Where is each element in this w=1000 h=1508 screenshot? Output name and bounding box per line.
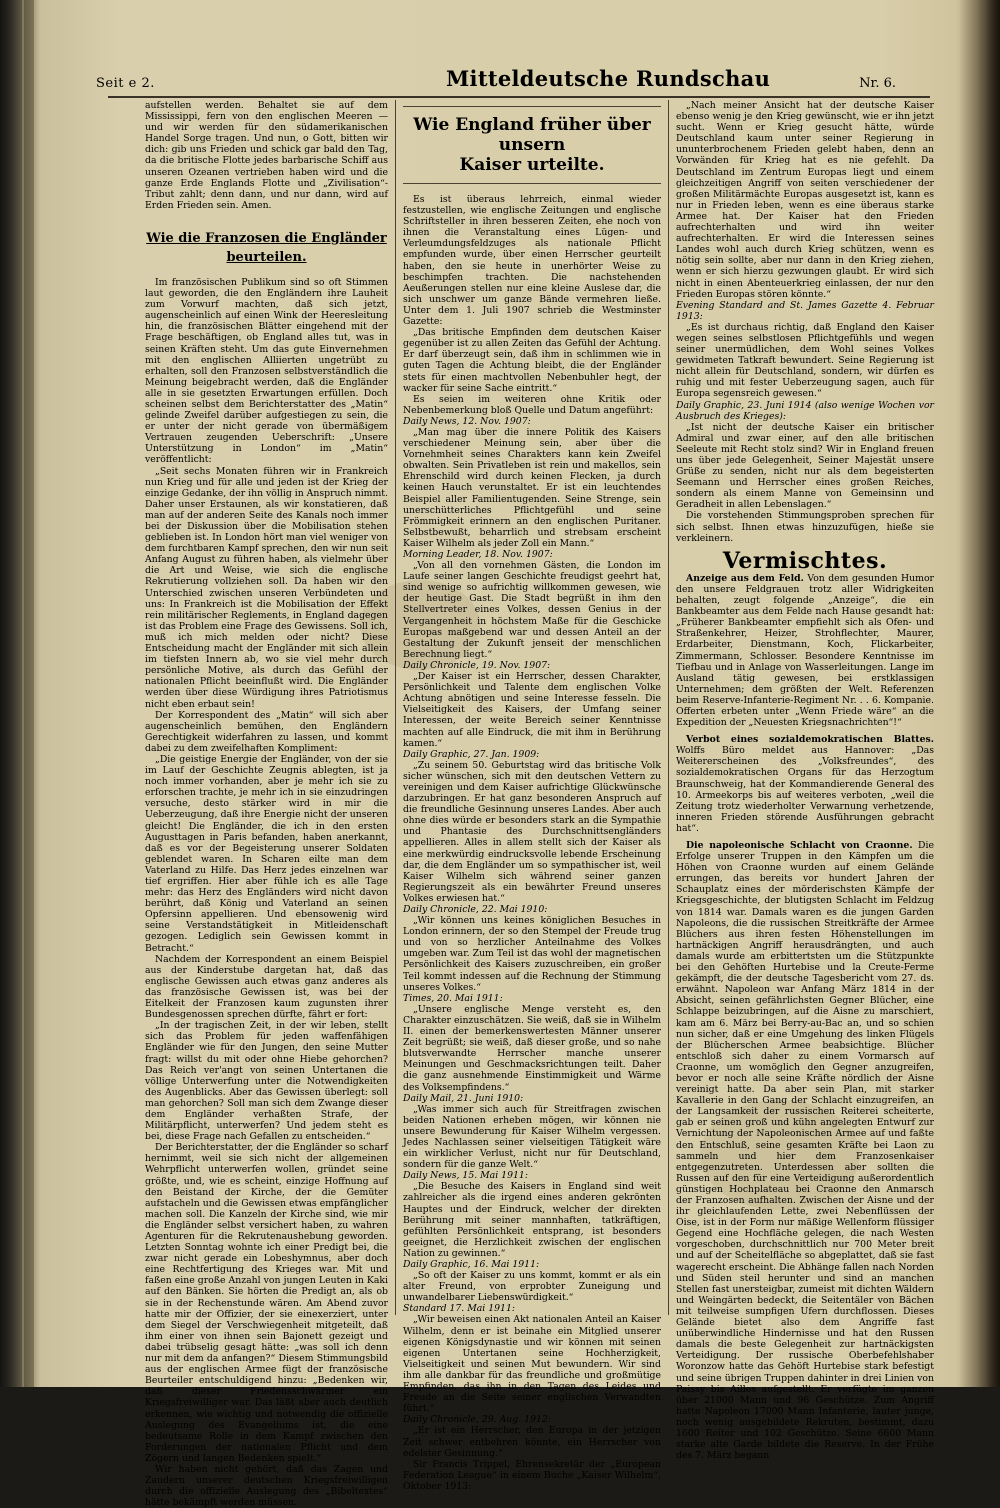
newspaper-title: Mitteldeutsche Rundschau [446,66,771,91]
article-body [145,277,388,1508]
paragraph: Evening Standard and St. James Gazette 4. Februar 1913: [676,299,934,322]
paragraph: „In der tragischen Zeit, in der wir leben, stellt sich das Problem für jeden waffenfähigen Engländer wie für den Jungen, den seine Mutter fragt: willst du mit oder ohne Hiebe gehorchen? Das Reich ver'angt von seinen Untertanen die völlige Unterwerfung unter die Notwendigkeiten des Augenblicks. Aber das Gewissen überlegt: soll man gehorchen? Soll man sich dem Zwange dieser dem Engländer verhaßten Strafe, der Militärpflicht, unterwerfen? Und jedem steht es bei, diese Frage nach Gefallen zu entscheiden.“ [145,1020,388,1143]
paragraph: Die vorstehenden Stimmungsproben sprechen für sich selbst. Ihnen etwas hinzuzufügen, hieße sie verkleinern. [676,510,934,544]
binding-edge [22,0,24,1387]
column-divider [395,100,396,1315]
paragraph: Daily Chronicle, 29. Aug. 1912: [403,1414,551,1426]
col1-intro: aufstellen werden. Behaltet sie auf dem Mississippi, fern von den englischen Meeren — und wir werden für den südamerikanischen Handel Sorge tragen. Und nun, o Gott, bitten wir dich: gib uns Frieden und schick gar bald den Tag, da die britische Flotte jedes barbarische Schiff aus unseren Ozeanen vertrieben haben wird und die ganze Erde Englands Flotte und „Zivilisation“-Tribut zahlt; denn dann, und nur dann, wird auf Erden Frieden sein. Amen. [145,100,388,211]
paragraph: „Was immer sich auch für Streitfragen zwischen beiden Nationen erheben mögen, wir können nie unsere Bewunderung für Kaiser Wilhelm vergessen. Jedes Nachlassen seiner vielseitigen Tätigkeit wäre ein wirklicher Verlust, nicht nur für Deutschland, sondern für die ganze Welt.“ [403,1103,661,1171]
news-item-text: Von dem gesunden Humor den unsere Feldgrauen trotz aller Widrigkeiten behalten, zeugt folgende „Anzeige“, die ein Bankbeamter aus dem Felde nach Hause gesandt hat: „Früherer Bankbeamter empfiehlt sich als Ofen- und Straßenkehrer, Heizer, Strohflechter, Maurer, Erdarbeiter, Dienstmann, Koch, Flickarbeiter, Zimmermann, Schlosser. Besondere Kenntnisse im Tiefbau und in Anlage von Wasserleitungen. Lange im Ausland tätig gewesen, bei erstklassigen Unternehmen; dem größten der Welt. Referenzen beim Reserve-Infanterie-Regiment Nr. . . 6. Kompanie. Offerten erbeten unter „Wenn Friede wäre“ an die Expedition der „Neuesten Kriegsnachrichten“!“ [676,572,934,729]
paragraph: „Man mag über die innere Politik des Kaisers verschiedener Meinung sein, aber über die Vornehmheit seines Charakters kann kein Zweifel obwalten. Sein Privatleben ist rein und makellos, sein Ehrenschild wird durch keinen Flecken, ja durch keinen Hauch verunstaltet. Er ist ein leuchtendes Beispiel aller Familientugenden. Seine Strenge, sein unerschütterliches Pflichtgefühl und seine Frömmigkeit erinnern an den englischen Puritaner. Selbstbewußt, beharrlich und strebsam erscheint Kaiser Wilhelm als jeder Zoll ein Mann.“ [403,426,661,549]
paragraph: „Er ist ein Herrscher, den Europa in der jetzigen Zeit schwer entbehren könnte, ein Herrscher von edelster Gesinnung.“ [403,1425,661,1459]
news-item [676,734,934,834]
news-items [676,573,934,1461]
paragraph: Wir haben nicht gehört, daß das Zagen und Zaudern unserer deutschen Kriegsfreiwilligen durch die offizielle Auslegung des „Bibeltextes“ hätte bekämpft werden müssen. [145,1463,388,1508]
article-heading-england [403,106,661,184]
news-item-title: Verbot eines sozialdemokratischen Blattes. [686,734,934,746]
issue-number: Nr. 6. [859,76,896,91]
header-rule [108,96,930,98]
paragraph: „Die geistige Energie der Engländer, von der sie im Lauf der Geschichte Zeugnis ablegten, ist ja noch immer vorhanden, aber je mehr ich sie zu erforschen trachte, je mehr ich in sie einzudringen versuche, desto stärker wird in mir die Ueberzeugung, daß ihre Energie nicht der unseren gleicht! Die Engländer, die ich in den ersten Augusttagen in Paris befanden, haben anerkannt, daß es vor der Begeisterung unserer Soldaten geblendet waren. In Scharen eilte man dem Vaterland zu Hilfe. Das Herz jedes einzelnen war tief ergriffen. Hier aber fühle ich es alle Tage mehr: das Herz des Engländers wird nicht davon berührt, daß König und Vaterland an seinen Opfersinn appellieren. Und ebensowenig wird seine Verstandstätigkeit in Mitleidenschaft gezogen. Lediglich sein Gewissen kommt in Betracht.“ [145,753,388,954]
page-fold-shadow [956,0,1000,1387]
paragraph: „Es ist durchaus richtig, daß England den Kaiser wegen seines selbstlosen Pflichtgefühls und wegen seiner unermüdlichen, dem Wohl seines Volkes gewidmeten Tatkraft bewundert. Seine Regierung ist nicht allein für Deutschland, sondern, wir dürfen es ruhig und mit fester Ueberzeugung sagen, auch für Europa segensreich gewesen.“ [676,321,934,400]
heading-line: beurteilen. [226,249,307,265]
paragraph: „Ist nicht der deutsche Kaiser ein britischer Admiral und zwar einer, auf den alle britischen Seeleute mit Recht stolz sind? Wir in England freuen uns über jede Gelegenheit, Seiner Majestät unsere Grüße zu senden, nicht nur als dem begeisterten Seemann und Herrscher eines großen Reiches, sondern als einem Manne von Gemeinsinn und Geradheit in allen Lebenslagen.“ [676,421,934,511]
section-heading-vermischtes: Vermischtes. [722,547,888,574]
paragraph: Nachdem der Korrespondent an einem Beispiel aus der Kinderstube dargetan hat, daß das englische Gewissen auch etwas ganz anderes als das französische Gewissen ist, was bei der Eitelkeit der Franzosen kaum zugunsten ihrer Bundesgenossen sprechen dürfte, fährt er fort: [145,953,388,1021]
article-body [403,194,661,1492]
paragraph: Daily Chronicle, 19. Nov. 1907: [403,659,551,671]
column-divider [668,100,669,1315]
paragraph: „So oft der Kaiser zu uns kommt, kommt er als ein alter Freund, von erprobter Zuneigung und unwandelbarer Liebenswürdigkeit.“ [403,1270,661,1304]
paragraph: Morning Leader, 18. Nov. 1907: [403,549,553,560]
paragraph: Daily News, 15. Mai 1911: [403,1170,528,1182]
paragraph: Daily Graphic, 27. Jan. 1909: [403,748,540,760]
news-item-text: Wolffs Büro meldet aus Hannover: „Das Weitererscheinen des „Volksfreundes“, des sozialdemokratischen Organs für das Herzogtum Braunschweig, hat der Kommandierende General des 10. Armeekorps bis auf weiteres verboten, „weil die Zeitung trotz wiederholter Verwarnung verhetzende, inneren Frieden störende Ausführungen gebracht hat“. [676,745,934,834]
news-item-title: Anzeige aus dem Feld. [686,572,804,584]
paragraph: „Wir beweisen einen Akt nationalen Anteil an Kaiser Wilhelm, denn er ist beinahe ein Mitglied unserer eigenen Königsdynastie und wir können mit seinen eigenen Untertanen seine Hochherzigkeit, Vielseitigkeit und seinen Mut bewundern. Wir sind ihm alle dankbar für das freundliche und großmütige Empfinden, das ihn in den Tagen des Leides und Freude an die Seite seiner englischen Verwandten führt.“ [403,1314,661,1415]
paragraph: „Der Kaiser ist ein Herrscher, dessen Charakter, Persönlichkeit und Talente dem englischen Volke Achtung abnötigen und seine Interesse fesseln. Die Vielseitigkeit des Kaisers, der Umfang seiner Interessen, der weite Bereich seiner Kenntnisse machten auf alle Eindruck, die mit ihm in Berührung kamen.“ [403,671,661,749]
heading-line: Kaiser urteilte. [459,155,605,175]
column-2 [403,100,661,1492]
paragraph: „Das britische Empfinden dem deutschen Kaiser gegenüber ist zu allen Zeiten das Gefühl der Achtung. Er darf überzeugt sein, daß ihm in schlimmen wie in guten Tagen die Achtung bleibt, die der Engländer stets für einen machtvollen Nebenbuhler hegt, der wacker für seine Sache eintritt.“ [403,327,661,394]
paragraph: Daily Graphic, 16. Mai 1911: [403,1259,540,1270]
book-binding [0,0,34,1387]
paragraph: Daily Graphic, 23. Juni 1914 (also wenige Wochen vor Ausbruch des Krieges): [676,399,934,422]
news-item-title: Die napoleonische Schlacht von Craonne. [686,840,913,851]
column-3 [676,100,934,1462]
paragraph: Times, 20. Mai 1911: [403,992,503,1004]
page-number-left: Seit e 2. [96,76,155,91]
paragraph: „Unsere englische Menge versteht es, den Charakter einzuschätzen. Sie weiß, daß sie in Wilhelm II. einen der bemerkenswertesten Männer unserer Zeit begrüßt; sie weiß, daß dieser große, und so nahe blutsverwandte Herrscher manche unserer Meinungen und Geschmacksrichtungen teilt. Daher die ganz ausnehmende Einstimmigkeit und Wärme des Volksempfindens.“ [403,1003,661,1093]
paragraph: „Wir können uns keines königlichen Besuches in London erinnern, der so den Stempel der Freude trug und von so herzlicher Anteilnahme des Volkes umgeben war. Zum Teil ist das wohl der magnetischen Persönlichkeit des Kaisers zuzuschreiben, ein großer Teil kommt indessen auf die Rechnung der Stimmung unseres Volkes.“ [403,915,661,993]
paragraph: Sir Francis Trippel, Ehrensekretär der „European Federation League“ in einem Buche „Kaiser Wilhelm“, Oktober 1913: [403,1458,661,1492]
paragraph: Der Berichterstatter, der die Engländer so scharf hernimmt, weil sie sich nicht der allgemeinen Wehrpflicht unterwerfen wollen, gründet seine größte, und, wie es scheint, einzige Hoffnung auf den Beistand der Kirche, der die Gemüter aufstacheln und die Gewissen etwas empfänglicher machen soll. Die Kanzeln der Kirche sind, wie mir die Engländer selbst versichert haben, zu wahren Agenturen für die Rekrutenaushebung geworden. Letzten Sonntag wohnte ich einer Predigt bei, die zwar nicht gerade ein Lobeshymnus, aber doch eine Rechtfertigung des Krieges war. Mit und faßen eine große Anzahl von jungen Leuten in Kaki auf den Bänken. Sie hörten die Predigt an, als ob sie in der Rechenstunde wären. Am Abend zuvor hatte mir der Offizier, der sie einexerziert, unter dem Siegel der Verschwiegenheit mitgeteilt, daß ihm einer von ihnen sein Bajonett gezeigt und dabei trübselig gesagt hätte: „was soll ich denn nur mit dem da anfangen?“ Diesem Stimmungsbild aus der englischen Armee fügt der französische Beurteiler entschuldigend hinzu: „Bedenken wir, daß dieser Friedensschwärmer ein Kriegsfreiwilliger war. Das läßt aber auch deutlich erkennen, wie wichtig und notwendig die offizielle Auslegung des Evangeliums ist, die eine bedeutsame Rolle in dem Kampf zwischen den Forderungen der nationalen Pflicht und dem Zögern und langen Bedenken spielt.“ [145,1142,388,1464]
heading-line: Wie die Franzosen die Engländer [146,230,387,246]
paragraph: Der Korrespondent des „Matin“ will sich aber augenscheinlich bemühen, den Engländern Gerechtigkeit widerfahren zu lassen, und kommt dabei zu dem zweifelhaften Kompliment: [145,709,388,754]
paragraph: Standard 17. Mai 1911: [403,1303,516,1315]
article-heading-franzosen [145,229,388,267]
news-item-text: Die Erfolge unserer Truppen in den Kämpfen um die Höhen von Craonne wurden auf einem Gelände errungen, das bereits vor hundert Jahren der Schauplatz eines der mörderischsten Kämpfe der Kriegsgeschichte, der blutigsten Schlacht im Feldzug von 1814 war. Damals waren es die jungen Garden Napoleons, die die russischen Streitkräfte der Armee Blüchers aus ihren festen Höhenstellungen im hartnäckigen Angriff herausdrängten, und auch damals wurde am erbittertsten um die Stützpunkte bei den Gehöften Hurtebise und la Creute-Ferme gekämpft, die der deutsche Tagesbericht vom 27. ds. erwähnt. Napoleon war Anfang März 1814 in der Absicht, seinen gefährlichsten Gegner Blücher, eine Schlappe beizubringen, auf die Aisne zu marschiert, kam am 6. März bei Berry-au-Bac an, und so schien nun sicher, daß er eine Umgehung des linken Flügels der Blücherschen Armee beabsichtige. Blücher entschloß sich daher zu einem Vormarsch auf Craonne, um womöglich den Gegner anzugreifen, bevor er noch alle seine Kräfte nördlich der Aisne vereinigt hatte. Da aber sein Plan, mit starker Kavallerie in den Gang der Schlacht einzugreifen, an der Langsamkeit der russischen Reiterei scheiterte, gab er seinen groß und kühn angelegten Entwurf zur Vernichtung der Napoleonischen Armee auf und faßte den Entschluß, seine gesamten Kräfte bei Laon zu sammeln und hier dem Franzosenkaiser entgegenzutreten. Unterdessen aber sollten die Russen auf den für eine Verteidigung außerordentlich günstigen Hochplateau bei Craonne den Anmarsch der Franzosen aufhalten. Zwischen der Aisne und der ihr gleichlaufenden Lette, zwei Nebenflüssen der Oise, ist in der Form nur mäßige Wellenform flüssiger Gegend eine Hochfläche gelegen, die nach Westen vorgeschoben, durchschnittlich nur 700 Meter breit und auf der Scheitelfläche so abgeplattet, daß sie fast wagerecht erscheint. Die Abhänge fallen nach Norden und Süden steil herunter und sind an manchen Stellen fast unersteigbar, zumeist mit dichten Wäldern und Weingärten bedeckt, die Seitentäler von Bächen mit teilweise sumpfigen Ufern durchflossen. Dieses Gelände bietet also dem Angriffe fast unüberwindliche Hindernisse und hat den Russen damals die beste Gelegenheit zur hartnäckigsten Verteidigung. Der russische Oberbefehlshaber Woronzow hatte das Gehöft Hurtebise stark befestigt und seine übrigen Truppen dahinter in drei Linien von Paissy bis Ailles aufgestellt. Er verfügte im ganzen über 21000 Mann und 96 Geschütze. Zum Angriff hatte Napoleon 17000 Mann Infanterie, lauter junge, noch wenig ausgebildete Rekruten, bestimmt, dazu 1600 Reiter und 102 Geschütze. Seine 6600 Mann starke alte Garde bildete die Reserve. In der Frühe des 7. März begann [676,840,934,1462]
news-item [676,573,934,728]
column-1 [145,100,388,1508]
paragraph: „Seit sechs Monaten führen wir in Frankreich nun Krieg und für alle und jeden ist der Krieg der einzige Gedanke, der ihn völlig in Anspruch nimmt. Daher unser Erstaunen, als wir konstatieren, daß man auf der anderen Seite des Kanals noch immer bei der Diskussion über die Mobilisation stehen geblieben ist. In London hört man viel weniger von dem furchtbaren Kampf sprechen, den wir nun seit Anfang August zu führen haben, als vielmehr über die Art und Weise, wie sich die englische Rekrutierung vollziehen soll. Da haben wir den Unterschied zwischen unseren Verbündeten und uns: In Frankreich ist die Mobilisation der Effekt rein militärischer Reglements, in England dagegen ist das Problem eine Frage des Gewissens. Soll ich, muß ich mich melden oder nicht? Diese Entscheidung macht der Engländer mit sich allein im tiefsten Innern ab, wo sie viel mehr durch persönliche Motive, als durch das Gefühl der nationalen Pflicht beeinflußt wird. Die Engländer werden über diese Würdigung ihres Patriotismus nicht eben erbaut sein! [145,465,388,710]
paragraph: Es ist überaus lehrreich, einmal wieder festzustellen, wie englische Zeitungen und englische Schriftsteller in ihren besseren Zeiten, ehe noch von ihnen die Veranstaltung eines Lügen- und Verleumdungsfeldzuges als nationale Pflicht empfunden wurde, über einen Herrscher geurteilt haben, den sie heute in unerhörter Weise zu beschimpfen trachten. Die nachstehenden Aeußerungen stellen nur eine kleine Auslese dar, die sich unschwer um ganze Bände vermehren ließe. Unter dem 1. Juli 1907 schrieb die Westminster Gazette: [403,194,661,328]
paragraph: „Von all den vornehmen Gästen, die London im Laufe seiner langen Geschichte freudigst geehrt hat, sind wenige so aufrichtig willkommen gewesen, wie der heutige Gast. Die Stadt begrüßt in ihm den Stellvertreter eines Volkes, dessen Genius in der Vergangenheit in höchstem Maße für die Geschicke Europas maßgebend war und dessen Anteil an der Gestaltung der Zukunft jenseit der menschlichen Berechnung liegt.“ [403,560,661,660]
paragraph: Daily News, 12. Nov. 1907: [403,415,531,427]
article-continuation [676,100,934,544]
paragraph: Es seien im weiteren ohne Kritik oder Nebenbemerkung bloß Quelle und Datum angeführt: [403,393,661,416]
heading-line: Wie England früher über unsern [413,115,651,155]
page-header [96,66,936,98]
paragraph: Daily Chronicle, 22. Mai 1910: [403,904,548,915]
paragraph: „Die Besuche des Kaisers in England sind weit zahlreicher als die irgend eines anderen gekrönten Hauptes und der Eindruck, welcher der direkten Berührung mit seiner mannhaften, tatkräftigen, gefühlten Persönlichkeit entsprang, ist besonders geeignet, die Herzlichkeit zwischen der englischen Nation zu gewinnen.“ [403,1181,661,1259]
paragraph: „Zu seinem 50. Geburtstag wird das britische Volk sicher wünschen, sich mit den deutschen Vettern zu vereinigen und dem Kaiser aufrichtige Glückwünsche darzubringen. Er hat ganz besonderen Anspruch auf die freundliche Gesinnung unseres Landes. Aber auch ohne dies würde er besonders stark an die Sympathie und Phantasie des Durchschnittsengländers appellieren. Alles in allem stellt sich der Kaiser als eine merkwürdig eindrucksvolle lebende Erscheinung dar, die dem Engländer um so sympathischer ist, weil Kaiser Wilhelm sich während seiner ganzen Regierungszeit als ein bewährter Freund unseres Volkes erwiesen hat.“ [403,759,661,904]
paragraph: Daily Mail, 21. Juni 1910: [403,1092,524,1104]
news-item [676,840,934,1461]
paragraph: „Nach meiner Ansicht hat der deutsche Kaiser ebenso wenig je den Krieg gewünscht, wie er ihn jetzt sucht. Wenn er Krieg gesucht hätte, würde Deutschland kaum unter seiner Regierung in ununterbrochenem Frieden gelebt haben, denn an Vorwänden für Krieg hat es nie gefehlt. Da Deutschland im Zentrum Europas liegt und einem gleichzeitigen Angriff von seiten verschiedener der großen Militärmächte Europas ausgesetzt ist, kann es nur in Frieden leben, wenn es eine überaus starke Armee hat. Der Kaiser hat den Frieden aufrechterhalten und wird ihn weiter aufrechterhalten. Er wird die Interessen seines Landes wohl auch durch Krieg schützen, wenn es nötig sein sollte, aber nur dann in den Krieg ziehen, wenn er sich hierzu gezwungen glaubt. Er wird sich nicht in einen Abenteuerkrieg einlassen, der nur den Frieden Europas stören könnte.“ [676,100,934,300]
paragraph: Im französischen Publikum sind so oft Stimmen laut geworden, die den Engländern ihre Lauheit zum Vorwurf machten, daß sich jetzt, augenscheinlich auf einen Wink der Heeresleitung hin, die französischen Blätter eingehend mit der Frage beschäftigen, ob England alles tut, was in seinen Kräften steht. Um das gute Einvernehmen mit den englischen Alliierten ungetrübt zu erhalten, soll den Franzosen selbstverständlich die Meinung beigebracht werden, daß die Engländer alle in sie gesetzten Erwartungen erfüllen. Doch scheinen selbst dem Berichterstatter des „Matin“ gelinde Zweifel darüber aufgestiegen zu sein, die er unter der nicht gerade von übermäßigem Vertrauen zeugenden Ueberschrift: „Unsere Unterstützung in London“ im „Matin“ veröffentlicht: [145,276,388,466]
